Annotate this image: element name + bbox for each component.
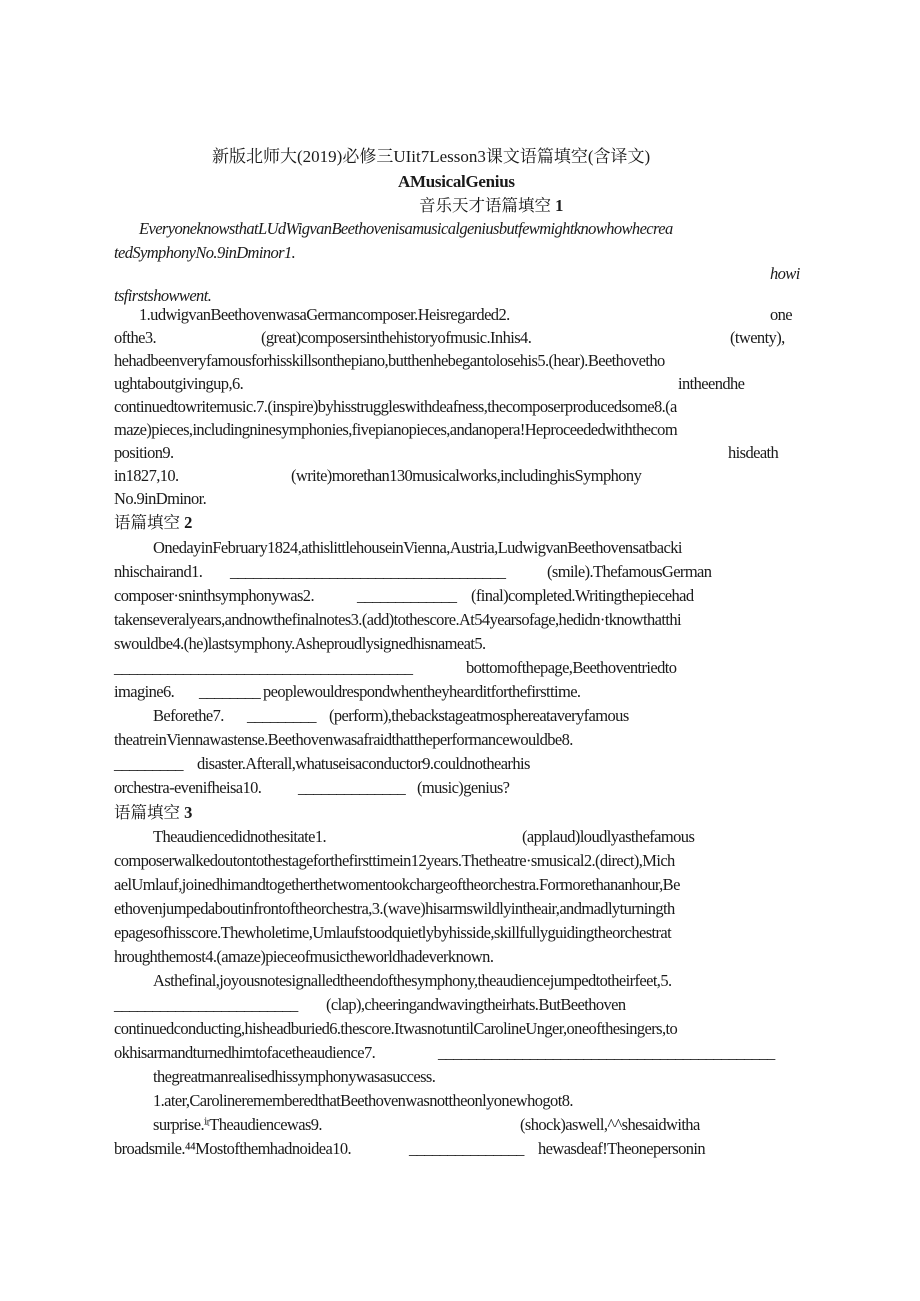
s2-line-8-b: (perform),thebackstageatmosphereataveryfamous [329,706,629,725]
s1-p1-line-7-a: position9. [114,443,174,462]
s3-line-12: 1.ater,CarolinerememberedthatBeethovenwasnottheonlyonewhogot8. [153,1091,573,1110]
section2-heading [114,513,192,533]
s2-line-11-a: orchestra-evenifheisa10. [114,778,262,797]
s1-intro-line-1: EveryoneknowsthatLUdWigvanBeethovenisamusicalgeniusbutfewmightknowhowhecrea [139,219,673,238]
document-title: 新版北师大(2019)必修三UIit7Lesson3课文语篇填空(含译文) [212,147,651,166]
s2-blank-2[interactable]: _____________ [357,586,457,605]
s3-line-6: hroughthemost4.(amaze)pieceofmusictheworldhadeverknown. [114,947,494,966]
s2-line-3-b: (final)completed.Writingthepiecehad [471,586,694,605]
s1-p1-line-2-c: (twenty), [730,328,785,347]
s2-line-3-a: composer·sninthsymphonywas2. [114,586,314,605]
s3-line-10-a: okhisarmandturnedhimtofacetheaudience7. [114,1043,376,1062]
section1-heading-number: 1 [555,196,564,215]
s3-line-3: aelUmlauf,joinedhimandtogetherthetwomentookchargeoftheorchestra.Formorethananhour,Be [114,875,680,894]
s1-p1-line-2-b: (great)composersinthehistoryofmusic.Inhis4. [261,328,532,347]
s3-line-1-b: (applaud)loudlyasthefamous [522,827,695,846]
s1-p1-line-4-a: ughtaboutgivingup,6. [114,374,244,393]
s1-p1-line-4-b: intheendhe [678,374,745,393]
section3-heading-number: 3 [184,803,193,822]
section2-heading-number: 2 [184,513,193,532]
section3-heading-text: 语篇填空 [114,803,180,822]
s2-blank-5[interactable]: _______________________________________ [114,658,413,677]
s2-line-10-b: disaster.Afterall,whatuseisaconductor9.couldnothearhis [197,754,530,773]
s2-line-11-b: (music)genius? [417,778,510,797]
s2-blank-10[interactable]: ______________ [298,778,406,797]
s2-line-5: swouldbe4.(he)lastsymphony.Asheproudlysignedhisnameat5. [114,634,486,653]
section3-heading [114,803,192,823]
s1-intro-howi: howi [770,264,800,283]
s3-line-2: composerwalkedoutontothestageforthefirsttimein12years.Thetheatre·smusical2.(direct),Mich [114,851,675,870]
s2-blank-7[interactable]: _________ [247,706,316,725]
s3-line-4: ethovenjumpedaboutinfrontoftheorchestra,3.(wave)hisarmswildlyintheair,andmadlyturningth [114,899,675,918]
s3-line-8-b: (clap),cheeringandwavingtheirhats.ButBeethoven [326,995,626,1014]
s2-line-7-b: peoplewouldrespondwhentheyhearditforthefirsttime. [263,682,581,701]
s1-p1-line-1: 1.udwigvanBeethovenwasaGermancomposer.Heisregarded2. [139,305,510,324]
s2-line-2-b: (smile).ThefamousGerman [547,562,712,581]
s3-line-11: thegreatmanrealisedhissymphonywasasuccess. [153,1067,436,1086]
s1-p1-line-3: hehadbeenveryfamousforhisskillsonthepiano,butthenhebegantolosehis5.(hear).Beethovetho [114,351,665,370]
s2-line-6-b: bottomofthepage,Beethoventriedto [466,658,677,677]
s3-line-13-a: surprise.ⁱᵗTheaudiencewas9. [153,1115,322,1134]
s2-line-8-a: Beforethe7. [153,706,224,725]
s1-p1-line-5: continuedtowritemusic.7.(inspire)byhisstruggleswithdeafness,thecomposerproducedsome8.(a [114,397,677,416]
s1-p1-line-6: maze)pieces,includingninesymphonies,fivepianopieces,andanopera!Heproceededwiththecom [114,420,678,439]
s3-line-5: epagesofhisscore.Thewholetime,Umlaufstoodquietlybyhisside,skillfullyguidingtheorchestrat [114,923,672,942]
s3-line-14-a: broadsmile.⁴⁴Mostofthemhadnoidea10. [114,1139,352,1158]
s2-line-9: theatreinViennawastense.Beethovenwasafraidthattheperformancewouldbe8. [114,730,573,749]
s2-blank-8[interactable]: _________ [114,754,183,773]
s2-line-4: takenseveralyears,andnowthefinalnotes3.(add)tothescore.At54yearsofage,hedidn·tknowthatthi [114,610,681,629]
s1-p1-line-8-a: in1827,10. [114,466,179,485]
s1-p1-line-1-right: one [770,305,793,324]
s3-line-7: Asthefinal,joyousnotesignalledtheendofthesymphony,theaudiencejumpedtotheirfeet,5. [153,971,672,990]
s1-p1-line-7-b: hisdeath [728,443,779,462]
s1-p1-line-8-b: (write)morethan130musicalworks,includinghisSymphony [291,466,642,485]
s2-line-7-a: imagine6. [114,682,175,701]
section2-heading-text: 语篇填空 [114,513,180,532]
document-subtitle: AMusicalGenius [398,172,515,191]
s2-line-2-a: nhischairand1. [114,562,203,581]
s3-blank-5[interactable]: ________________________ [114,995,298,1014]
s3-line-9: continuedconducting,hisheadburied6.thescore.ItwasnotuntilCarolineUnger,oneofthesingers,to [114,1019,678,1038]
s2-blank-1[interactable]: ____________________________________ [230,562,506,581]
s3-line-1-a: Theaudiencedidnothesitate1. [153,827,327,846]
s3-blank-7[interactable]: ____________________________________________ [438,1043,775,1062]
section1-heading-text: 音乐天才语篇填空 [419,196,551,215]
s1-p1-line-9: No.9inDminor. [114,489,207,508]
s2-blank-6[interactable]: ________ [199,682,261,701]
s3-line-14-b: hewasdeaf!Theonepersonin [538,1139,706,1158]
s1-intro-line-3: tsfirstshowwent. [114,286,212,305]
s3-line-13-b: (shock)aswell,^^shesaidwitha [520,1115,700,1134]
s1-p1-line-2-a: ofthe3. [114,328,157,347]
section1-heading [419,196,563,216]
s3-blank-10[interactable]: _______________ [409,1139,524,1158]
s2-line-1: OnedayinFebruary1824,athislittlehouseinVienna,Austria,LudwigvanBeethovensatbacki [153,538,682,557]
s1-intro-line-2: tedSymphonyNo.9inDminor1. [114,243,296,262]
